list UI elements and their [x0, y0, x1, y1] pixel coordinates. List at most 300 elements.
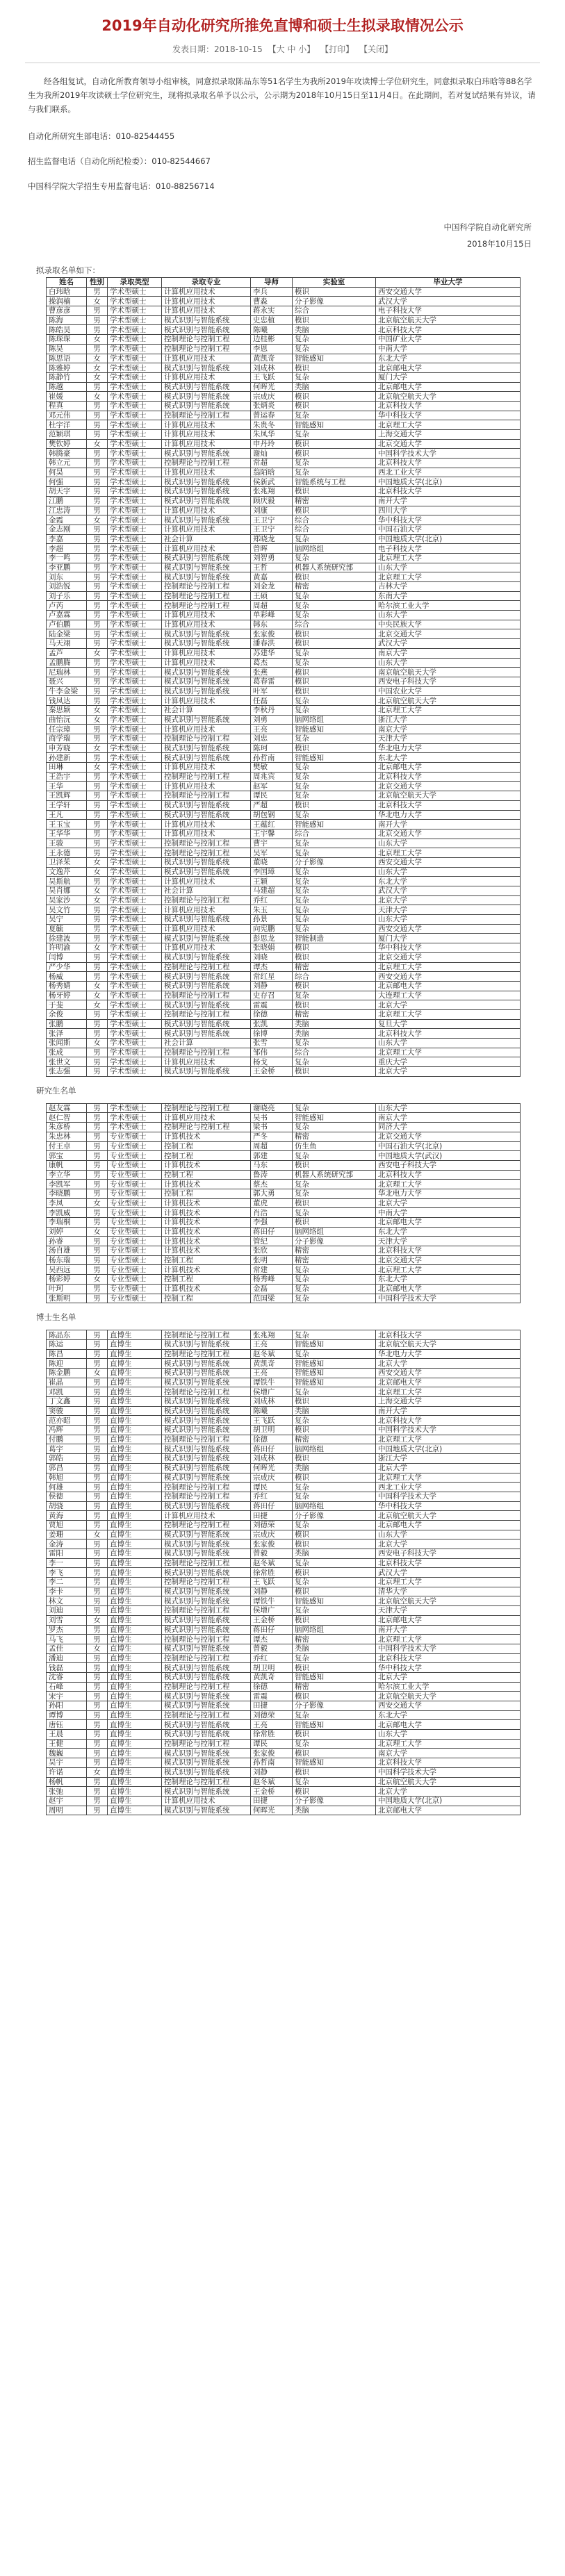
col-type: 直博生 — [108, 1749, 162, 1758]
col-university: 山东大学 — [376, 1039, 521, 1048]
table-row — [47, 1009, 521, 1019]
table-row — [47, 1170, 521, 1180]
table-row — [47, 1435, 521, 1444]
col-lab: 智能感知 — [293, 1339, 376, 1349]
col-name: 陈品东 — [47, 1330, 87, 1340]
col-university: 北京大学 — [376, 1000, 521, 1010]
table-row — [47, 1103, 521, 1113]
col-name: 贾旭 — [47, 1520, 87, 1530]
col-university: 北京科技大学 — [376, 487, 521, 497]
col-lab: 复杂 — [293, 1739, 376, 1749]
col-gender: 男 — [87, 1777, 108, 1787]
col-major: 控制理论与控制工程 — [162, 459, 251, 468]
col-lab: 模识 — [293, 1473, 376, 1483]
col-gender: 女 — [87, 763, 108, 773]
col-university: 南开大学 — [376, 496, 521, 506]
col-lab: 复杂 — [293, 1777, 376, 1787]
col-major: 计算机技术 — [162, 1284, 251, 1294]
col-major: 模式识别与智能系统 — [162, 981, 251, 991]
col-name: 赵友霖 — [47, 1103, 87, 1113]
table-row — [47, 1758, 521, 1768]
col-lab: 综合 — [293, 829, 376, 839]
col-name: 夏毓 — [47, 924, 87, 934]
col-major: 计算机应用技术 — [162, 1113, 251, 1123]
col-major: 计算机应用技术 — [162, 820, 251, 829]
col-lab: 综合 — [293, 1048, 376, 1057]
col-lab: 模识 — [293, 315, 376, 325]
col-gender: 男 — [87, 668, 108, 677]
table-row — [47, 459, 521, 468]
col-major: 控制理论与控制工程 — [162, 1558, 251, 1568]
table-row — [47, 582, 521, 592]
col-lab: 模识 — [293, 1539, 376, 1549]
col-university: 北京科技大学 — [376, 1653, 521, 1663]
col-name: 何强 — [47, 477, 87, 487]
col-major: 模式识别与智能系统 — [162, 1625, 251, 1635]
col-gender: 男 — [87, 411, 108, 420]
col-university: 华中科技大学 — [376, 515, 521, 525]
col-major: 模式识别与智能系统 — [162, 1749, 251, 1758]
col-advisor: 王飞跃 — [251, 1578, 293, 1587]
col-major: 控制理论与控制工程 — [162, 839, 251, 848]
col-advisor: 徐德 — [251, 1009, 293, 1019]
col-type: 直博生 — [108, 1330, 162, 1340]
col-gender: 男 — [87, 1625, 108, 1635]
table-row — [47, 877, 521, 886]
col-type: 直博生 — [108, 1368, 162, 1378]
col-lab: 精密 — [293, 496, 376, 506]
col-major: 控制工程 — [162, 1294, 251, 1303]
col-type: 直博生 — [108, 1710, 162, 1720]
col-gender: 男 — [87, 1663, 108, 1673]
col-advisor: 陈珂 — [251, 743, 293, 753]
col-type: 学术型硕士 — [108, 734, 162, 744]
col-name: 康帆 — [47, 1160, 87, 1170]
col-advisor: 何晖光 — [251, 382, 293, 392]
col-lab: 复杂 — [293, 782, 376, 791]
col-advisor: 李兵 — [251, 287, 293, 297]
col-gender: 男 — [87, 1435, 108, 1444]
col-lab: 复杂 — [293, 648, 376, 658]
col-gender: 男 — [87, 1123, 108, 1132]
col-major: 控制理论与控制工程 — [162, 344, 251, 354]
col-advisor: 郭建 — [251, 1151, 293, 1161]
page-title: 2019年自动化研究所推免直博和硕士生拟录取情况公示 — [101, 17, 464, 34]
col-gender: 男 — [87, 952, 108, 962]
col-major: 计算机技术 — [162, 1227, 251, 1237]
col-gender: 男 — [87, 782, 108, 791]
col-advisor: 张炳炎 — [251, 401, 293, 411]
table-row — [47, 1029, 521, 1039]
col-major: 计算机应用技术 — [162, 297, 251, 306]
col-lab: 综合 — [293, 306, 376, 316]
col-lab: 模识 — [293, 1615, 376, 1625]
col-advisor: 宗成庆 — [251, 1530, 293, 1539]
table-row — [47, 677, 521, 686]
col-type: 直博生 — [108, 1426, 162, 1435]
col-type: 学术型硕士 — [108, 1019, 162, 1029]
col-gender: 男 — [87, 1406, 108, 1416]
col-type: 学术型硕士 — [108, 952, 162, 962]
col-type: 直博生 — [108, 1511, 162, 1521]
col-advisor: 翁陌晗 — [251, 468, 293, 477]
col-advisor: 刘静 — [251, 1767, 293, 1777]
table-row — [47, 1123, 521, 1132]
col-university: 北京航空航天大学 — [376, 1692, 521, 1701]
col-type: 专业型硕士 — [108, 1198, 162, 1208]
col-name: 吴宇 — [47, 1758, 87, 1768]
col-university: 同济大学 — [376, 1123, 521, 1132]
col-major: 模式识别与智能系统 — [162, 753, 251, 763]
col-gender: 男 — [87, 553, 108, 563]
col-type: 学术型硕士 — [108, 820, 162, 829]
col-university: 华中科技大学 — [376, 411, 521, 420]
col-advisor: 杨秀峰 — [251, 1275, 293, 1285]
col-major: 计算机应用技术 — [162, 468, 251, 477]
col-university: 北京航空航天大学 — [376, 392, 521, 402]
col-major: 控制工程 — [162, 1275, 251, 1285]
col-lab: 复杂 — [293, 839, 376, 848]
col-type: 学术型硕士 — [108, 335, 162, 345]
col-lab: 精密 — [293, 1435, 376, 1444]
col-advisor: 张家俊 — [251, 1539, 293, 1549]
col-type: 专业型硕士 — [108, 1151, 162, 1161]
col-name: 雷阳 — [47, 1549, 87, 1559]
col-major: 模式识别与智能系统 — [162, 572, 251, 582]
col-major: 控制理论与控制工程 — [162, 1048, 251, 1057]
col-university: 东北大学 — [376, 877, 521, 886]
col-name: 金涛 — [47, 1539, 87, 1549]
col-gender: 女 — [87, 1227, 108, 1237]
col-lab: 模识 — [293, 401, 376, 411]
col-advisor: 严冬 — [251, 1132, 293, 1141]
col-university: 中南大学 — [376, 1208, 521, 1218]
col-university: 北京科技大学 — [376, 1246, 521, 1256]
col-name: 侯德 — [47, 1492, 87, 1501]
col-major: 社会计算 — [162, 534, 251, 544]
col-university: 电子科技大学 — [376, 306, 521, 316]
col-type: 直博生 — [108, 1558, 162, 1568]
col-name: 陈皓昊 — [47, 325, 87, 335]
col-gender: 男 — [87, 1520, 108, 1530]
table-row — [47, 1806, 521, 1815]
col-type: 学术型硕士 — [108, 686, 162, 696]
col-major: 模式识别与智能系统 — [162, 743, 251, 753]
col-gender: 男 — [87, 401, 108, 411]
col-university: 南开大学 — [376, 1625, 521, 1635]
col-lab: 脑网络组 — [293, 1227, 376, 1237]
col-name: 韩旭 — [47, 1473, 87, 1483]
col-type: 直博生 — [108, 1444, 162, 1454]
col-advisor: 徐德 — [251, 1435, 293, 1444]
col-lab: 模识 — [293, 1787, 376, 1797]
col-type: 学术型硕士 — [108, 297, 162, 306]
col-advisor: 田捷 — [251, 1701, 293, 1711]
table-row — [47, 857, 521, 867]
col-gender: 男 — [87, 1208, 108, 1218]
col-name: 范亦昭 — [47, 1416, 87, 1426]
col-type: 学术型硕士 — [108, 648, 162, 658]
col-lab: 模识 — [293, 1160, 376, 1170]
col-name: 黄海 — [47, 1511, 87, 1521]
col-name: 李瑞桐 — [47, 1218, 87, 1228]
col-lab: 复杂 — [293, 1483, 376, 1492]
col-major: 模式识别与智能系统 — [162, 639, 251, 649]
table-row — [47, 715, 521, 725]
col-university: 北京科技大学 — [376, 1558, 521, 1568]
col-name: 邓元伟 — [47, 411, 87, 420]
col-gender: 男 — [87, 1349, 108, 1359]
col-major: 计算机应用技术 — [162, 430, 251, 440]
col-gender: 女 — [87, 1039, 108, 1048]
col-type: 直博生 — [108, 1720, 162, 1730]
col-type: 学术型硕士 — [108, 943, 162, 953]
col-advisor: 王宇馨 — [251, 829, 293, 839]
col-lab: 复杂 — [293, 877, 376, 886]
col-name: 陈雅婷 — [47, 363, 87, 373]
table-row — [47, 1218, 521, 1228]
col-lab: 模识 — [293, 1000, 376, 1010]
col-major: 计算机应用技术 — [162, 1511, 251, 1521]
table-row — [47, 1463, 521, 1473]
col-major: 模式识别与智能系统 — [162, 1787, 251, 1797]
col-university: 北京航空航天大学 — [376, 1339, 521, 1349]
col-type: 专业型硕士 — [108, 1132, 162, 1141]
table-row — [47, 1339, 521, 1349]
col-name: 王凯辉 — [47, 791, 87, 801]
col-gender: 女 — [87, 867, 108, 877]
col-university: 北京理工大学 — [376, 1473, 521, 1483]
col-type: 直博生 — [108, 1635, 162, 1644]
col-type: 学术型硕士 — [108, 696, 162, 706]
close-link[interactable]: 【关闭】 — [359, 44, 393, 54]
col-gender: 男 — [87, 753, 108, 763]
col-name: 孟佳 — [47, 1644, 87, 1653]
col-lab: 复杂 — [293, 1180, 376, 1189]
col-gender: 男 — [87, 1048, 108, 1057]
col-lab: 智能感知 — [293, 1378, 376, 1387]
col-university: 厦门大学 — [376, 372, 521, 382]
col-lab: 分子影像 — [293, 1796, 376, 1806]
col-type: 学术型硕士 — [108, 591, 162, 601]
col-major: 控制理论与控制工程 — [162, 1009, 251, 1019]
col-name: 孙建新 — [47, 753, 87, 763]
col-university: 北京理工大学 — [376, 1048, 521, 1057]
col-name: 文逸芹 — [47, 867, 87, 877]
col-name: 徐建波 — [47, 934, 87, 943]
col-advisor: 李国璋 — [251, 867, 293, 877]
col-name: 陈昌 — [47, 1349, 87, 1359]
col-gender: 女 — [87, 743, 108, 753]
col-lab: 智能感知 — [293, 354, 376, 363]
col-lab: 复杂 — [293, 344, 376, 354]
col-name: 张成 — [47, 1048, 87, 1057]
col-advisor: 黄凯奇 — [251, 354, 293, 363]
col-name: 韩腾豪 — [47, 449, 87, 459]
col-name: 金霞 — [47, 515, 87, 525]
col-advisor: 曾晖 — [251, 544, 293, 554]
col-lab: 模识 — [293, 686, 376, 696]
col-advisor: 刘成林 — [251, 1454, 293, 1464]
col-advisor: 邹伟 — [251, 1048, 293, 1057]
col-major: 模式识别与智能系统 — [162, 1615, 251, 1625]
table-row — [47, 1787, 521, 1797]
col-gender: 男 — [87, 658, 108, 668]
col-university: 北京交通大学 — [376, 829, 521, 839]
col-university: 南京大学 — [376, 725, 521, 734]
col-major: 模式识别与智能系统 — [162, 1758, 251, 1768]
col-gender: 女 — [87, 895, 108, 905]
col-university: 东北大学 — [376, 1227, 521, 1237]
col-advisor: 张凯 — [251, 1019, 293, 1029]
col-major: 控制理论与控制工程 — [162, 1123, 251, 1132]
col-university: 天津大学 — [376, 734, 521, 744]
col-university: 北京交通大学 — [376, 952, 521, 962]
publish-date: 发表日期：2018-10-15 — [172, 44, 263, 54]
col-lab: 复杂 — [293, 1330, 376, 1340]
col-type: 学术型硕士 — [108, 1113, 162, 1123]
col-lab: 智能感知 — [293, 725, 376, 734]
table-row — [47, 1198, 521, 1208]
col-major: 计算机应用技术 — [162, 544, 251, 554]
col-lab: 智能感知 — [293, 1720, 376, 1730]
col-gender: 男 — [87, 1359, 108, 1369]
table-row — [47, 468, 521, 477]
col-name: 李凯威 — [47, 1208, 87, 1218]
col-gender: 男 — [87, 582, 108, 592]
col-university: 北京理工大学 — [376, 1009, 521, 1019]
table-row — [47, 829, 521, 839]
col-advisor: 何晖光 — [251, 1463, 293, 1473]
table-row — [47, 991, 521, 1000]
col-university: 中国地质大学(北京) — [376, 1796, 521, 1806]
column-header: 导师 — [251, 278, 293, 288]
col-major: 控制理论与控制工程 — [162, 1103, 251, 1113]
col-lab: 模识 — [293, 1767, 376, 1777]
col-university: 西安电子科技大学 — [376, 1160, 521, 1170]
col-gender: 男 — [87, 601, 108, 611]
col-gender: 男 — [87, 1568, 108, 1578]
col-university: 北京理工大学 — [376, 553, 521, 563]
col-major: 控制理论与控制工程 — [162, 582, 251, 592]
col-type: 学术型硕士 — [108, 924, 162, 934]
col-university: 西安交通大学 — [376, 287, 521, 297]
col-lab: 复杂 — [293, 763, 376, 773]
table-row — [47, 315, 521, 325]
col-type: 学术型硕士 — [108, 886, 162, 896]
col-type: 学术型硕士 — [108, 601, 162, 611]
col-gender: 男 — [87, 1483, 108, 1492]
col-type: 直博生 — [108, 1483, 162, 1492]
col-gender: 男 — [87, 344, 108, 354]
col-type: 学术型硕士 — [108, 905, 162, 915]
table-row — [47, 934, 521, 943]
col-advisor: 侯增广 — [251, 1606, 293, 1616]
col-university: 四川大学 — [376, 506, 521, 515]
col-major: 计算机应用技术 — [162, 620, 251, 629]
table-row — [47, 1635, 521, 1644]
col-name: 付王卓 — [47, 1141, 87, 1151]
col-lab: 复杂 — [293, 1151, 376, 1161]
col-name: 张斯明 — [47, 1294, 87, 1303]
col-major: 模式识别与智能系统 — [162, 1692, 251, 1701]
col-lab: 模识 — [293, 287, 376, 297]
col-lab: 智能系统与工程 — [293, 477, 376, 487]
col-university: 北京科技大学 — [376, 1029, 521, 1039]
col-lab: 脑网络组 — [293, 544, 376, 554]
table-row — [47, 1265, 521, 1275]
col-name: 金志刚 — [47, 525, 87, 534]
col-university: 武汉大学 — [376, 297, 521, 306]
col-major: 模式识别与智能系统 — [162, 363, 251, 373]
table-row — [47, 639, 521, 649]
col-major: 控制理论与控制工程 — [162, 1653, 251, 1663]
col-lab: 脑网络组 — [293, 1501, 376, 1511]
col-university: 北京科技大学 — [376, 1758, 521, 1768]
col-major: 模式识别与智能系统 — [162, 677, 251, 686]
table-row — [47, 1672, 521, 1682]
col-university: 北京邮电大学 — [376, 1378, 521, 1387]
col-major: 模式识别与智能系统 — [162, 1368, 251, 1378]
table-row — [47, 810, 521, 820]
col-university: 山东大学 — [376, 839, 521, 848]
col-university: 南京大学 — [376, 1113, 521, 1123]
col-gender: 男 — [87, 506, 108, 515]
col-gender: 男 — [87, 1806, 108, 1815]
font-size-control[interactable]: 【大 中 小】 — [268, 44, 316, 54]
col-major: 模式识别与智能系统 — [162, 496, 251, 506]
col-gender: 女 — [87, 981, 108, 991]
col-name: 郭皓 — [47, 1454, 87, 1464]
table-row — [47, 525, 521, 534]
table-row — [47, 1549, 521, 1559]
col-lab: 类脑 — [293, 1806, 376, 1815]
col-major: 模式识别与智能系统 — [162, 515, 251, 525]
col-name: 冯辉 — [47, 1426, 87, 1435]
col-advisor: 刘晓 — [251, 952, 293, 962]
col-lab: 脑网络组 — [293, 715, 376, 725]
col-gender: 男 — [87, 563, 108, 572]
col-major: 控制理论与控制工程 — [162, 1739, 251, 1749]
col-university: 大连理工大学 — [376, 991, 521, 1000]
table-row — [47, 1558, 521, 1568]
col-name: 聂兴 — [47, 677, 87, 686]
col-advisor: 任磊 — [251, 696, 293, 706]
contact-line: 中国科学院大学招生专用监督电话：010-88256714 — [28, 181, 215, 191]
col-major: 计算机应用技术 — [162, 658, 251, 668]
col-name: 吴斯航 — [47, 877, 87, 886]
col-name: 吴宁 — [47, 915, 87, 925]
col-major: 模式识别与智能系统 — [162, 800, 251, 810]
col-advisor: 田捷 — [251, 1796, 293, 1806]
col-lab: 综合 — [293, 515, 376, 525]
table-row — [47, 1189, 521, 1198]
col-name: 王凡 — [47, 810, 87, 820]
table-row — [47, 544, 521, 554]
col-lab: 智能制造 — [293, 934, 376, 943]
col-lab: 智能感知 — [293, 1596, 376, 1606]
col-type: 学术型硕士 — [108, 306, 162, 316]
col-name: 吴西远 — [47, 1265, 87, 1275]
col-major: 模式识别与智能系统 — [162, 1596, 251, 1606]
col-major: 计算机技术 — [162, 1132, 251, 1141]
col-university: 中国矿业大学 — [376, 335, 521, 345]
col-major: 计算机技术 — [162, 1265, 251, 1275]
print-link[interactable]: 【打印】 — [320, 44, 354, 54]
col-name: 许诺 — [47, 1767, 87, 1777]
col-advisor: 肖浩 — [251, 1208, 293, 1218]
col-name: 陈迎 — [47, 1359, 87, 1369]
